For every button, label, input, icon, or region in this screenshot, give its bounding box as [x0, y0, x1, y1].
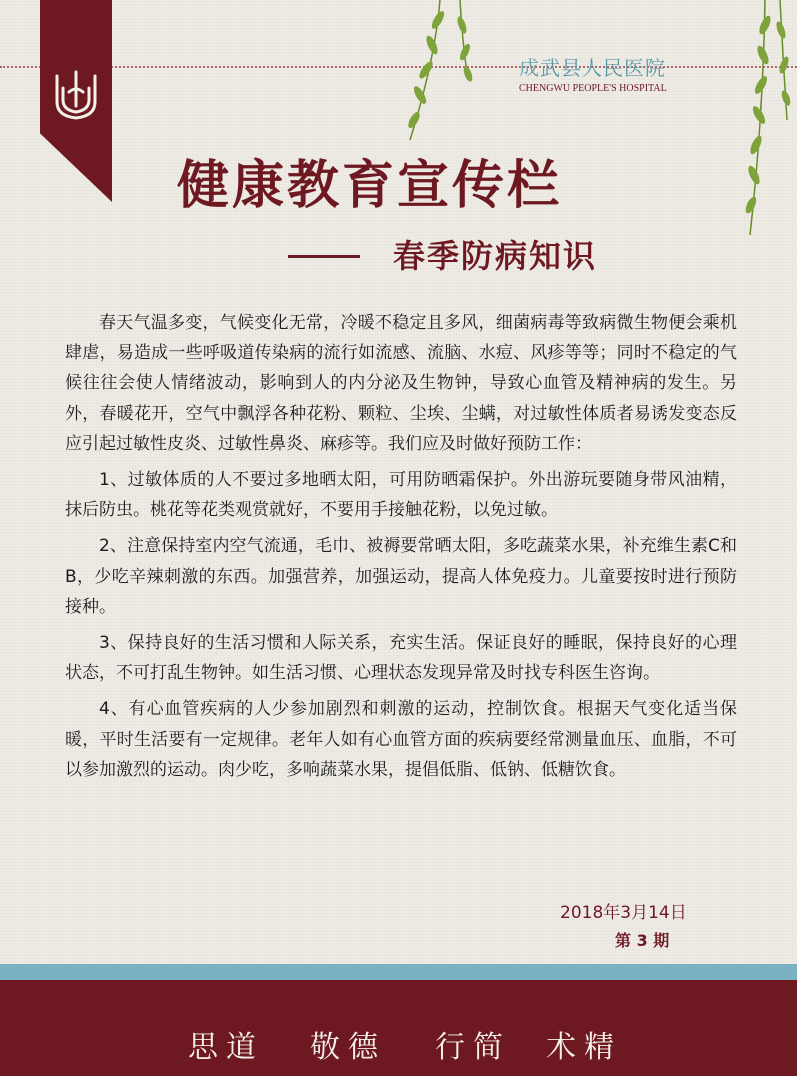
willow-branch-icon [380, 0, 490, 150]
motto-item: 思道 [188, 1030, 264, 1065]
issue-number: 第 3 期 [615, 931, 670, 950]
subtitle-dash [288, 255, 360, 258]
page-subtitle: 春季防病知识 [393, 237, 598, 275]
willow-branch-icon [725, 0, 795, 240]
tip-paragraph-2: 2、注意保持室内空气流通，毛巾、被褥要常晒太阳，多吃蔬菜水果，补充维生素C和B，少吃辛辣刺激的东西。加强营养，加强运动，提高人体免疫力。儿童要按时进行预防接种。 [65, 536, 737, 617]
publish-date: 2018年3月14日 [560, 903, 687, 923]
page-title: 健康教育宣传栏 [177, 156, 563, 216]
tip-paragraph-1: 1、过敏体质的人不要过多地晒太阳，可用防晒霜保护。外出游玩要随身带风油精，抹后防虫。桃花等花类观赏就好，不要用手接触花粉，以免过敏。 [65, 470, 737, 521]
footer-accent-band [0, 964, 797, 980]
motto-item: 术精 [546, 1030, 622, 1065]
motto-item: 行简 [435, 1030, 511, 1065]
hospital-name-en: CHENGWU PEOPLE'S HOSPITAL [519, 83, 667, 94]
tip-paragraph-4: 4、有心血管疾病的人少参加剧烈和刺激的运动，控制饮食。根据天气变化适当保暖，平时生活要有一定规律。老年人如有心血管方面的疾病要经常测量血压、血脂，不可以参加激烈的运动。肉少吃，多响蔬菜水果，提倡低脂、低钠、低糖饮食。 [65, 699, 737, 780]
tip-paragraph-3: 3、保持良好的生活习惯和人际关系，充实生活。保证良好的睡眠，保持良好的心理状态，不可打乱生物钟。如生活习惯、心理状态发现异常及时找专科医生咨询。 [65, 633, 737, 684]
motto-item: 敬德 [310, 1030, 386, 1065]
hospital-logo-icon [49, 66, 103, 124]
intro-paragraph: 春天气温多变，气候变化无常，冷暖不稳定且多风，细菌病毒等致病微生物便会乘机肆虐，易造成一些呼吸道传染病的流行如流感、流脑、水痘、风疹等等；同时不稳定的气候往往会使人情绪波动，影响到人的内分泌及生物钟，导致心血管及精神病的发生。另外，春暖花开，空气中飘浮各种花粉、颗粒、尘埃、尘螨，对过敏性体质者易诱发变态反应引起过敏性皮炎、过敏性鼻炎、麻疹等。我们应及时做好预防工作： [65, 313, 737, 454]
footer-band [0, 980, 797, 1076]
hospital-name-cn: 成武县人民医院 [519, 56, 666, 80]
article-body [65, 308, 737, 791]
